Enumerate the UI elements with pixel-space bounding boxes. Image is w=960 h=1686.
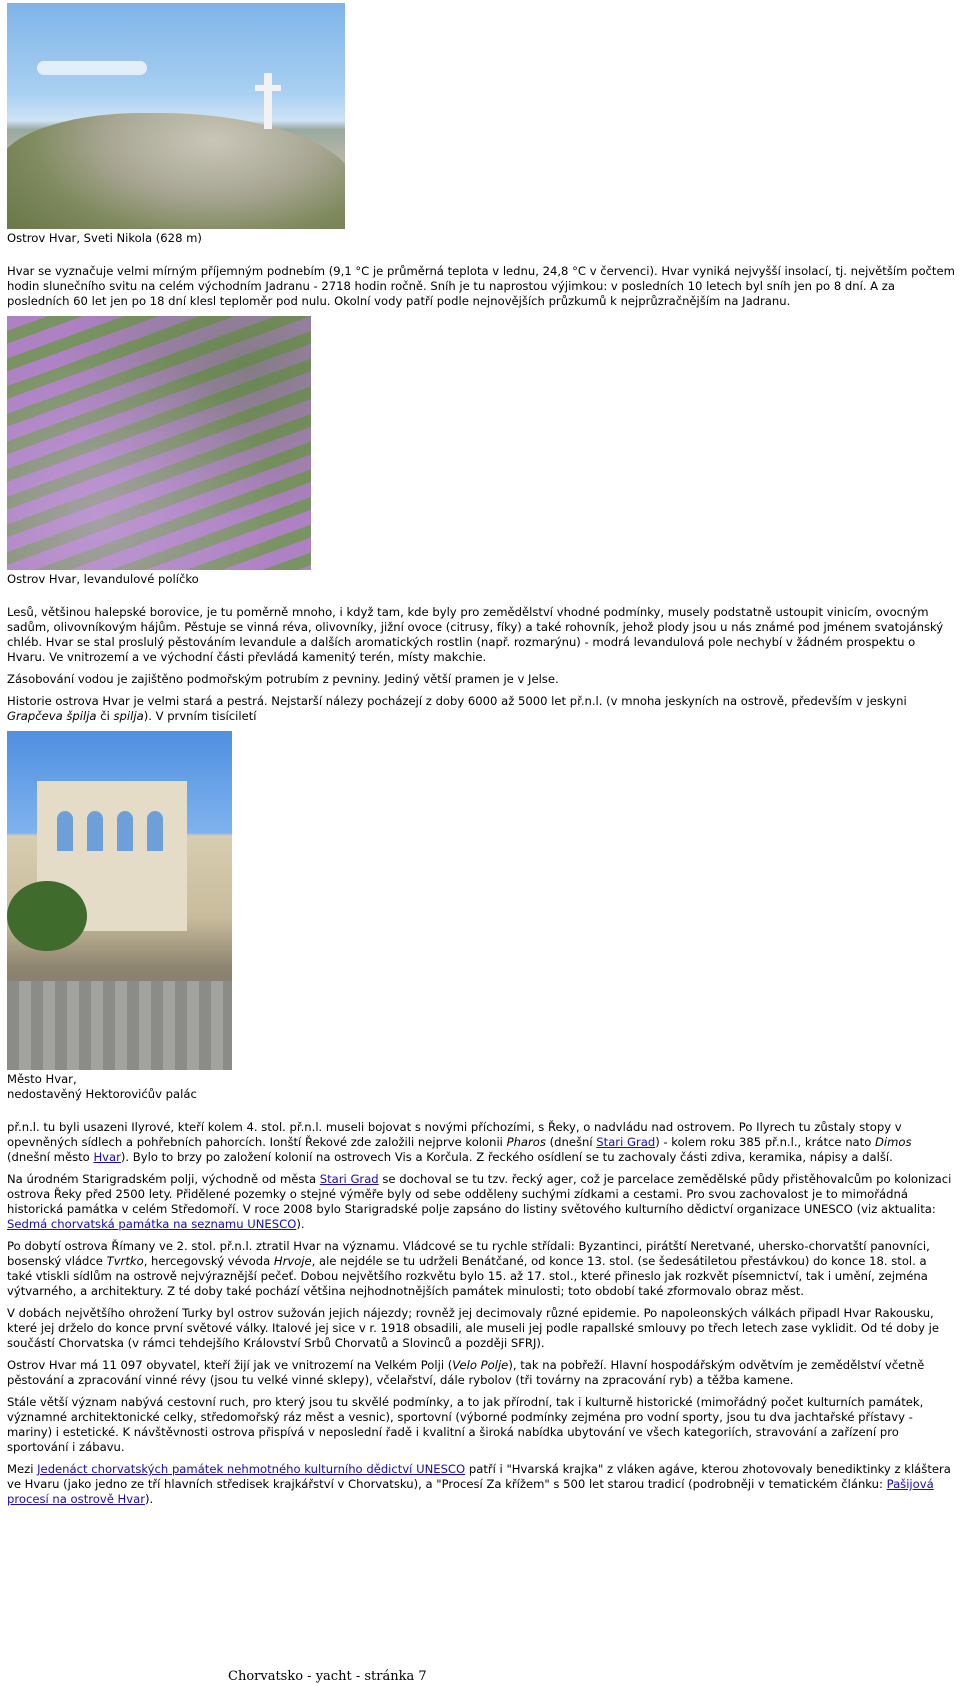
cross-arm-shape [255, 85, 281, 91]
paragraph-water: Zásobování vodou je zajištěno podmořským potrubím z pevniny. Jediný větší pramen je v Jelse. [7, 672, 559, 686]
paragraph-unesco-heritage: Mezi Jedenáct chorvatských památek nehmotného kulturního dědictví UNESCO patří i "Hvarská krajka" z vláken agáve, kterou zhotovovaly benediktinky z kláštera ve Hvaru (jako jedno ze tří hlavních středisek krajkářství v Chorvatsku), a "Procesí Za křížem" s 500 let starou tradicí (podrobněji v tematickém článku: Pašijová procesí na ostrově Hvar). [7, 1462, 951, 1506]
photo-lavender-field [7, 316, 311, 570]
link-stari-grad[interactable]: Stari Grad [596, 1135, 656, 1149]
paragraph-vegetation: Lesů, většinou halepské borovice, je tu poměrně mnoho, i když tam, kde byly pro zemědělství vhodné podmínky, musely podstatně ustoupit vinicím, ovocným sadům, olivovníkovým hájům. Pěstuje se vinná réva, olivovníky, jižní ovoce (citrusy, fíky) a také rohovník, jehož plody jsou u nás známé pod jménem svatojánský chléb. Hvar se stal proslulý pěstováním levandule a dalších aromatických rostlin (např. rozmarýnu) - modrá levandulová pole nechybí v žádném prospektu o Hvaru. Ve vnitrozemí a ve východní části převládá kamenitý terén, místy makchie. [7, 605, 944, 664]
page-footer: Chorvatsko - yacht - stránka 7 [228, 1669, 427, 1684]
tree-shape [7, 881, 87, 951]
photo-caption: Ostrov Hvar, levandulové políčko [7, 572, 199, 586]
photo-hektorovic-palace [7, 731, 232, 1070]
document-body [7, 3, 955, 1514]
link-passion-processions[interactable]: Pašijová procesí na ostrově Hvar [7, 1477, 934, 1506]
paragraph-history-intro: Historie ostrova Hvar je velmi stará a pestrá. Nejstarší nálezy pocházejí z doby 6000 až 5000 let př.n.l. (v mnoha jeskyních na ostrově, především v jeskyni Grapčeva špilja či spilja). V prvním tisíciletí [7, 694, 907, 723]
link-hvar[interactable]: Hvar [93, 1150, 121, 1164]
link-stari-grad[interactable]: Stari Grad [319, 1172, 379, 1186]
photo-sveti-nikola [7, 3, 345, 229]
paragraph-rulers: Po dobytí ostrova Římany ve 2. stol. př.n.l. ztratil Hvar na významu. Vládcové se tu rychle střídali: Byzantinci, pirátští Neretvané, uhersko-chorvatští panovníci, bosenský vládce Tvrtko, hercegovský vévoda Hrvoje, ale nejdéle se tu udrželi Benátčané, od konce 13. stol. (se šedesátiletou přestávkou) do konce 18. stol. a také vtiskli sídlům na ostrově nejvýraznější pečeť. Dobou největšího rozkvětu bylo 15. až 17. stol., které přineslo jak rozkvět písemnictví, tak i umění, zejména výtvarného, a architektury. Z té doby také pochází většina nejhodnotnějších památek minulosti; toto období také zformovalo obraz měst. [7, 1239, 930, 1298]
paragraph-greeks: př.n.l. tu byli usazeni Ilyrové, kteří kolem 4. stol. př.n.l. museli bojovat s novými příchozími, s Řeky, o nadvládu nad ostrovem. Po Ilyrech tu zůstaly stopy v opevněných sídlech a pohřebních pahorcích. Ionští Řekové zde založili nejprve kolonii Pharos (dnešní Stari Grad) - kolem roku 385 př.n.l., krátce nato Dimos (dnešní město Hvar). Bylo to brzy po založení kolonií na ostrovech Vis a Korčula. Z řeckého osídlení se tu zachovaly části zdiva, keramika, nápisy a další. [7, 1120, 912, 1164]
link-unesco-seventh[interactable]: Sedmá chorvatská památka na seznamu UNESCO [7, 1217, 297, 1231]
pavement-shape [7, 981, 232, 1070]
paragraph-population: Ostrov Hvar má 11 097 obyvatel, kteří žijí jak ve vnitrozemí na Velkém Polji (Velo Polje), tak na pobřeží. Hlavní hospodářským odvětvím je zemědělství včetně pěstování a zpracování vinné révy (jsou tu velké vinné sklepy), včelařství, dále rybolov (tři továrny na zpracování ryb) a těžba kamene. [7, 1358, 925, 1387]
paragraph-starigrad-plain: Na úrodném Starigradském polji, východně od města Stari Grad se dochoval se tu tzv. řecký ager, což je parcelace zemědělské půdy přistěhovalcům po kolonizaci ostrova Řeky před 2500 lety. Přidělené pozemky o stejné výměře byly od sebe odděleny suchými zídkami a cestami. Pro svou zachovalost je to mimořádná historická památka v celém Středomoří. V roce 2008 bylo Starigradské polje zapsáno do listiny světového kulturního dědictví organizace UNESCO (viz aktualita: Sedmá chorvatská památka na seznamu UNESCO). [7, 1172, 952, 1231]
link-unesco-intangible[interactable]: Jedenáct chorvatských památek nehmotného kulturního dědictví UNESCO [37, 1462, 466, 1476]
hill-shape [7, 113, 345, 229]
cloud-shape [37, 61, 147, 75]
photo-caption: Město Hvar, nedostavěný Hektorovićův palác [7, 1072, 197, 1101]
photo-caption: Ostrov Hvar, Sveti Nikola (628 m) [7, 231, 202, 245]
paragraph-turks: V dobách největšího ohrožení Turky byl ostrov sužován jejich nájezdy; rovněž jej decimovaly různé epidemie. Po napoleonských válkách připadl Hvar Rakousku, které jej drželo do konce první světové války. Italové jej sice v r. 1918 obsadili, ale museli jej podle rapallské smlouvy po třech letech zase vyklidit. Od té doby je součástí Chorvatska (v rámci tehdejšího Království Srbů Chorvatů a Slovinců a později SFRJ). [7, 1306, 940, 1350]
cross-shape [264, 73, 272, 129]
paragraph-tourism: Stále větší význam nabývá cestovní ruch, pro který jsou tu skvělé podmínky, a to jak přírodní, tak i kulturně historické (mimořádný počet kulturních památek, významné architektonické celky, středomořský ráz měst a vesnic), sportovní (výborné podmínky zejména pro vodní sporty, jsou tu dva jachtařské přístavy - mariny) i estetické. K návštěvnosti ostrova přispívá v neposlední řadě i kvalitní a široká nabídka ubytování ve všech kategoriích, stravování a zařízení pro sportování i zábavu. [7, 1395, 924, 1454]
paragraph-climate: Hvar se vyznačuje velmi mírným příjemným podnebím (9,1 °C je průměrná teplota v lednu, 24,8 °C v červenci). Hvar vyniká nejvyšší insolací, tj. největším počtem hodin slunečního svitu na celém východním Jadranu - 2718 hodin ročně. Sníh je tu naprostou výjimkou: v posledních 10 letech byl sníh jen po 8 dní. A za posledních 60 let jen po 18 dní klesl teploměr pod nulu. Okolní vody patří podle nejnovějších průzkumů k nejprůzračnějším na Jadranu. [7, 264, 955, 308]
